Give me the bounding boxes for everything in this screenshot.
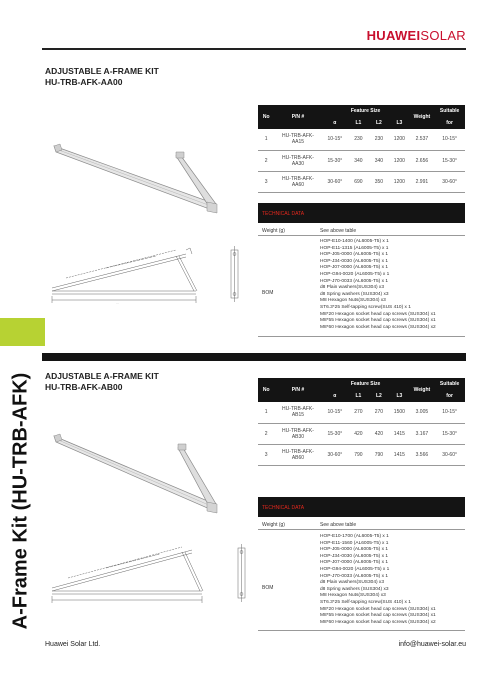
side-title-text: A-Frame Kit (HU-TRB-AFK) [9, 372, 32, 630]
section1-technical-data-header: TECHNICAL DATA [258, 203, 465, 223]
row-alpha: 15-30° [322, 423, 349, 444]
column-alpha: α [333, 120, 337, 126]
row-alpha: 30-60° [322, 171, 349, 192]
row-l1: 230 [348, 129, 368, 150]
footer-email-link[interactable]: info@huawei-solar.eu [398, 641, 466, 648]
list-item: ST6.3*25 Self-tapping screw(SUS 410) x 1 [320, 599, 411, 605]
row-l3: 1200 [389, 150, 409, 171]
section1-bom-list [320, 239, 436, 331]
row-alpha: 15-30° [322, 150, 349, 171]
list-item: M8*55 Hexagon socket head cap screws (SUS304) x1 [320, 613, 436, 619]
list-item: HOP-J70-0033 (AL6005-T5) x 1 [320, 573, 388, 579]
row-no: 1 [258, 402, 274, 423]
weight-label: Weight (g) [262, 522, 285, 528]
list-item: M8*60 Hexagon socket head cap screws (SUS304) x2 [320, 619, 436, 625]
brand-logo [367, 28, 466, 43]
list-item: HOP-G94-0020 (AL6005-T5) x 1 [320, 271, 390, 277]
weight-label: Weight (g) [262, 228, 285, 234]
section1-title [45, 66, 159, 88]
list-item: HOP-J05-0000 (AL6005-T5) x 1 [320, 547, 388, 553]
section2-weight-row [258, 519, 465, 530]
list-item: M8*55 Hexagon socket head cap screws (SUS304) x1 [320, 318, 436, 324]
column-l3: L3 [396, 393, 403, 399]
list-item: M8*60 Hexagon socket head cap screws (SUS304) x2 [320, 324, 436, 330]
section2-title-line1: ADJUSTABLE A-FRAME KIT [45, 371, 159, 381]
brand-name-bold: HUAWEI [366, 28, 421, 43]
column-suitable: Suitable [439, 108, 460, 114]
row-part-number: HU-TRB-AFK- AB30 [274, 423, 321, 444]
row-part-number: HU-TRB-AFK- AB15 [274, 402, 321, 423]
row-l2: 230 [369, 129, 389, 150]
row-part-number: HU-TRB-AFK- AA30 [274, 150, 321, 171]
section2-bom-bottom-rule [258, 630, 465, 631]
column-for: for [446, 393, 453, 399]
brand-name-light: SOLAR [420, 28, 466, 43]
section2-product-image [50, 428, 220, 518]
row-l1: 790 [348, 444, 368, 465]
list-item: M8 Hexagon Nuts(SUS304) x3 [320, 593, 386, 599]
section2-technical-drawing [46, 540, 251, 610]
list-item: M8*20 Hexagon socket head cap screws (SUS304) x1 [320, 311, 436, 317]
row-l2: 340 [369, 150, 389, 171]
list-item: HOP-J34-0030 (AL6005-T5) x 1 [320, 553, 388, 559]
footer-company: Huawei Solar Ltd. [45, 641, 101, 648]
list-item: ST6.3*25 Self-tapping screw(SUS 410) x 1 [320, 304, 411, 310]
section1-title-line2: HU-TRB-AFK-AA00 [45, 77, 123, 87]
column-l2: L2 [375, 120, 382, 126]
column-weight: Weight [413, 114, 431, 120]
row-alpha: 10-15° [322, 402, 349, 423]
row-suitable: 15-30° [434, 423, 465, 444]
row-l2: 790 [369, 444, 389, 465]
list-item: M8 Hexagon Nuts(SUS304) x3 [320, 298, 386, 304]
list-item: M8*20 Hexagon socket head cap screws (SUS304) x1 [320, 606, 436, 612]
list-item: HOP-E10-1400 (AL6005-T5) x 1 [320, 239, 389, 244]
row-l1: 690 [348, 171, 368, 192]
list-item: HOP-J07-0000 (AL6005-T5) x 1 [320, 560, 388, 566]
section2-spec-table [258, 378, 465, 466]
row-suitable: 10-15° [434, 129, 465, 150]
column-l2: L2 [375, 393, 382, 399]
table-row [258, 402, 465, 423]
section2-title [45, 371, 159, 393]
column-l3: L3 [396, 120, 403, 126]
section1-product-image [50, 138, 220, 218]
table-row [258, 423, 465, 444]
row-l3: 1200 [389, 129, 409, 150]
section2-bom-label: BOM [262, 585, 274, 591]
column-suitable: Suitable [439, 381, 460, 387]
column-no: No [262, 114, 270, 120]
row-weight: 2.537 [410, 129, 435, 150]
section1-bom-label: BOM [262, 290, 274, 296]
row-no: 2 [258, 150, 274, 171]
list-item: HOP-E10-1700 (AL6005-T5) x 1 [320, 534, 389, 539]
section2-spec-header-row [258, 378, 465, 390]
row-l3: 1415 [389, 423, 409, 444]
row-part-number: HU-TRB-AFK- AB60 [274, 444, 321, 465]
weight-value: See above table [320, 228, 357, 234]
header-rule [42, 48, 466, 50]
row-weight: 2.656 [410, 150, 435, 171]
section2-technical-data-header: TECHNICAL DATA [258, 497, 465, 517]
row-l3: 1415 [389, 444, 409, 465]
section1-title-line1: ADJUSTABLE A-FRAME KIT [45, 66, 159, 76]
row-alpha: 30-60° [322, 444, 349, 465]
row-weight: 3.167 [410, 423, 435, 444]
column-feature-size: Feature Size [350, 381, 381, 387]
column-l1: L1 [355, 393, 362, 399]
column-alpha: α [333, 393, 337, 399]
column-no: No [262, 387, 270, 393]
row-suitable: 30-60° [434, 444, 465, 465]
row-weight: 3.566 [410, 444, 435, 465]
list-item: HOP-J07-0000 (AL6005-T5) x 1 [320, 265, 388, 271]
row-part-number: HU-TRB-AFK- AA60 [274, 171, 321, 192]
column-for: for [446, 120, 453, 126]
row-no: 1 [258, 129, 274, 150]
section1-bom-bottom-rule [258, 336, 465, 337]
row-l2: 270 [369, 402, 389, 423]
row-l1: 420 [348, 423, 368, 444]
column-l1: L1 [355, 120, 362, 126]
list-item: HOP-E11-1315 (AL6005-T5) x 1 [320, 245, 389, 251]
list-item: HOP-E11-1560 (AL6005-T5) x 1 [320, 540, 389, 546]
section2-title-line2: HU-TRB-AFK-AB00 [45, 382, 123, 392]
column-feature-size: Feature Size [350, 108, 381, 114]
row-suitable: 10-15° [434, 402, 465, 423]
svg-text:···: ··· [116, 301, 119, 305]
table-row [258, 129, 465, 150]
row-l1: 340 [348, 150, 368, 171]
section1-weight-row [258, 225, 465, 236]
list-item: HOP-G94-0020 (AL6005-T5) x 1 [320, 566, 390, 572]
table-row [258, 444, 465, 465]
section1-technical-drawing [46, 238, 246, 310]
column-pn: P/N # [291, 387, 305, 393]
row-l2: 420 [369, 423, 389, 444]
table-row [258, 150, 465, 171]
column-weight: Weight [413, 387, 431, 393]
row-l3: 1500 [389, 402, 409, 423]
row-weight: 3.005 [410, 402, 435, 423]
row-l2: 350 [369, 171, 389, 192]
row-suitable: 30-60° [434, 171, 465, 192]
list-item: d8 Plain washers(SUS304) x3 [320, 285, 384, 291]
accent-tab [0, 318, 45, 346]
list-item: d8 Spring washers (SUS304) x3 [320, 586, 389, 592]
section2-bom-list [320, 534, 436, 626]
column-pn: P/N # [291, 114, 305, 120]
row-part-number: HU-TRB-AFK- AA15 [274, 129, 321, 150]
row-alpha: 10-15° [322, 129, 349, 150]
weight-value: See above table [320, 522, 357, 528]
row-l1: 270 [348, 402, 368, 423]
list-item: HOP-J05-0000 (AL6005-T5) x 1 [320, 252, 388, 258]
row-weight: 2.991 [410, 171, 435, 192]
row-suitable: 15-30° [434, 150, 465, 171]
row-no: 2 [258, 423, 274, 444]
list-item: d8 Spring washers (SUS304) x3 [320, 291, 389, 297]
table-row [258, 171, 465, 192]
list-item: d8 Plain washers(SUS304) x3 [320, 580, 384, 586]
list-item: HOP-J34-0030 (AL6005-T5) x 1 [320, 258, 388, 264]
side-title [0, 351, 42, 651]
section1-spec-header-row [258, 105, 465, 117]
row-l3: 1200 [389, 171, 409, 192]
section1-spec-table [258, 105, 465, 193]
section-divider [42, 353, 466, 361]
list-item: HOP-J70-0033 (AL6005-T5) x 1 [320, 278, 388, 284]
row-no: 3 [258, 171, 274, 192]
row-no: 3 [258, 444, 274, 465]
